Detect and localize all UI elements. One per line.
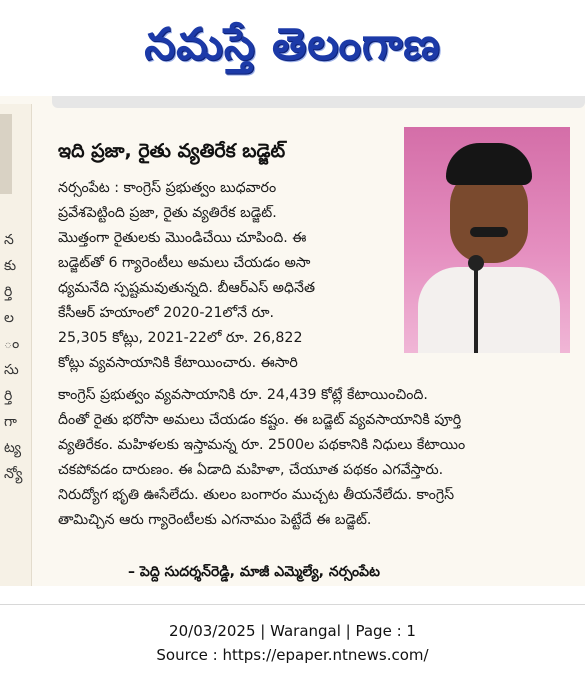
article-byline: – పెద్ది సుదర్శన్‌రెడ్డి, మాజీ ఎమ్మెల్యే, నర్సంపేట: [128, 564, 380, 580]
microphone-icon: [468, 255, 484, 271]
masthead: [0, 0, 585, 100]
footer-source-link[interactable]: Source : https://epaper.ntnews.com/: [156, 646, 429, 664]
footer-divider: [0, 604, 585, 605]
article-body-line: నిరుద్యోగ భృతి ఊసేలేదు. తులం బంగారం ముచ్చట తీయనేలేదు. కాంగ్రెస్: [58, 487, 455, 503]
article-body-line: దీంతో రైతు భరోసా అమలు చేయడం కష్టం. ఈ బడ్జెట్ వ్యవసాయానికి పూర్తి: [58, 412, 462, 428]
adjacent-glyph: ర్తి: [4, 388, 13, 404]
adjacent-glyph: న: [4, 232, 14, 248]
adjacent-photo-sliver: [0, 114, 12, 194]
article-body-line: కోట్లు వ్యవసాయానికి కేటాయించారు. ఈసారి: [58, 355, 298, 371]
article-body-line: కాంగ్రెస్ ప్రభుత్వం వ్యవసాయానికి రూ. 24,439 కోట్లే కేటాయించింది.: [58, 387, 428, 403]
photo-hair-shape: [446, 143, 532, 185]
adjacent-glyph: ర్తి: [4, 284, 13, 300]
adjacent-article-strip: [0, 104, 32, 586]
adjacent-glyph: ట్య: [4, 440, 22, 456]
adjacent-glyph: న్యో: [4, 466, 23, 482]
adjacent-glyph: కు: [4, 258, 17, 274]
adjacent-glyph: సు: [4, 362, 19, 378]
article-body-line: మొత్తంగా రైతులకు మొండిచేయి చూపింది. ఈ: [58, 230, 307, 246]
article-body-line: చకపోవడం దారుణం. ఈ ఏడాది మహిళా, చేయూత పథకం ఎగవేస్తారు.: [58, 462, 444, 478]
article-body-line: వ్యతిరేకం. మహిళలకు ఇస్తామన్న రూ. 2500ల పథకానికి నిధులు కేటాయిం: [58, 437, 466, 453]
adjacent-glyph: గా: [4, 414, 17, 430]
adjacent-glyph: ం: [4, 336, 20, 352]
article-body-line: తామిచ్చిన ఆరు గ్యారెంటీలకు ఎగనామం పెట్టేదే ఈ బడ్జెట్.: [58, 512, 372, 528]
masthead-logo-text: నమస్తే తెలంగాణ: [144, 19, 441, 70]
photo-shirt-shape: [418, 267, 560, 353]
article-body-line: ధ్యమనేది స్పష్టమవుతున్నది. బీఆర్‌ఎస్ అధినేత: [58, 280, 316, 296]
article-headline: ఇది ప్రజా, రైతు వ్యతిరేక బడ్జెట్: [58, 140, 286, 162]
microphone-stand: [474, 265, 478, 353]
speaker-photo: [404, 127, 570, 353]
article-body-line: నర్సంపేట : కాంగ్రెస్ ప్రభుత్వం బుధవారం: [58, 180, 277, 196]
footer-date-edition-page: 20/03/2025 | Warangal | Page : 1: [169, 622, 416, 640]
photo-mustache-shape: [470, 227, 508, 237]
article-body-line: 25,305 కోట్లు, 2021-22లో రూ. 26,822: [58, 330, 303, 346]
article-body-line: కేసీఆర్ హయాంలో 2020-21లోనే రూ.: [58, 305, 274, 321]
adjacent-glyph: ల: [4, 310, 14, 326]
article-body-line: బడ్జెట్‌తో 6 గ్యారెంటీలు అమలు చేయడం అసా: [58, 255, 311, 271]
article-body-line: ప్రవేశపెట్టింది ప్రజా, రైతు వ్యతిరేక బడ్జెట్.: [58, 205, 277, 221]
clipping-top-rule: [52, 96, 585, 108]
